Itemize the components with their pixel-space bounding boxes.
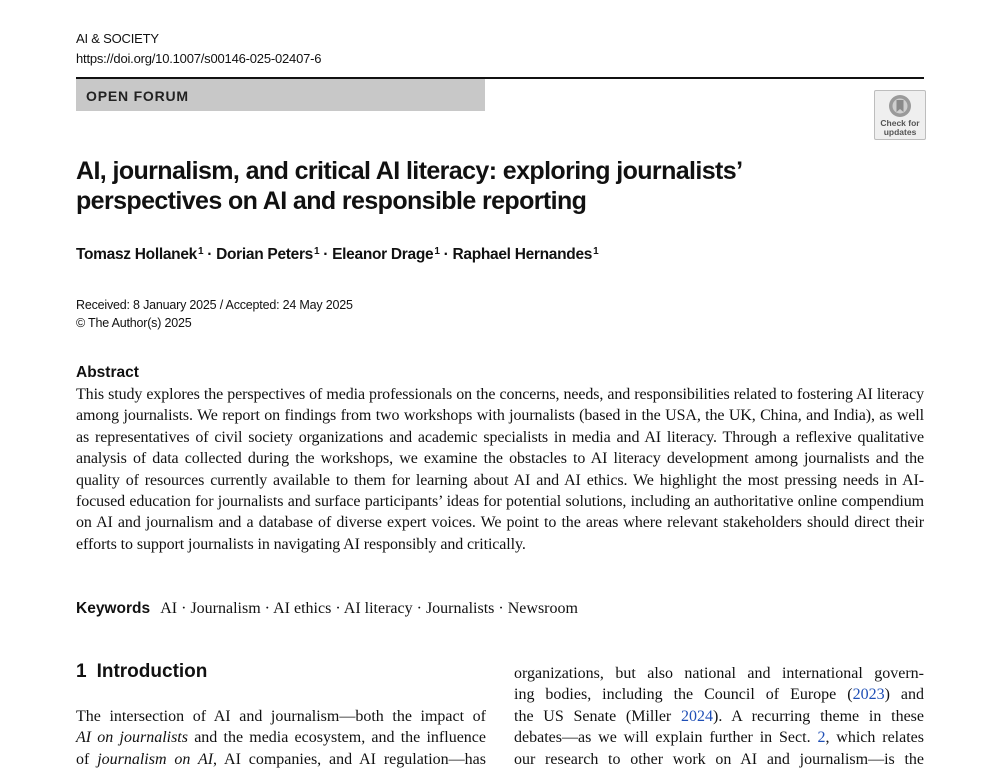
text-line bbox=[76, 727, 486, 748]
author-name[interactable]: Eleanor Drage bbox=[332, 246, 434, 263]
copyright-notice: © The Author(s) 2025 bbox=[76, 316, 192, 330]
author-name[interactable]: Tomasz Hollanek bbox=[76, 246, 197, 263]
author-list bbox=[76, 246, 598, 264]
received-accepted-dates: Received: 8 January 2025 / Accepted: 24 May 2025 bbox=[76, 298, 353, 312]
keyword: Newsroom bbox=[507, 600, 578, 617]
emphasis: journalism on AI bbox=[97, 750, 214, 768]
keyword-separator: · bbox=[412, 600, 426, 617]
affiliation-marker: 1 bbox=[593, 246, 599, 257]
keyword: Journalism bbox=[190, 600, 261, 617]
text-span: , which relates bbox=[825, 729, 924, 747]
article-title: AI, journalism, and critical AI literacy: exploring journalists’ perspectives on AI and responsible reporting bbox=[76, 157, 742, 215]
keyword: AI bbox=[160, 600, 178, 617]
body-column-left bbox=[76, 706, 486, 770]
keyword-separator: · bbox=[494, 600, 508, 617]
text-line: our research to other work on AI and journalism—is the bbox=[514, 750, 924, 768]
keyword: AI ethics bbox=[273, 600, 332, 617]
keyword-separator: · bbox=[177, 600, 191, 617]
section-banner bbox=[76, 79, 485, 111]
section-title: Introduction bbox=[96, 661, 208, 682]
citation-link[interactable]: 2024 bbox=[681, 707, 714, 725]
text-span: debates—as we will explain further in Sect. bbox=[514, 729, 818, 747]
section-label: OPEN FORUM bbox=[86, 88, 189, 104]
text-span: and the media ecosystem, and the influence bbox=[187, 729, 487, 747]
bookmark-icon bbox=[888, 94, 912, 118]
section-heading-introduction bbox=[76, 661, 207, 683]
keyword-separator: · bbox=[260, 600, 274, 617]
abstract-heading: Abstract bbox=[76, 364, 139, 381]
text-span: ing bodies, including the Council of Europe ( bbox=[514, 686, 853, 704]
author-separator: · bbox=[203, 246, 217, 263]
affiliation-marker: 1 bbox=[197, 246, 204, 257]
check-label-line1: Check for bbox=[880, 118, 920, 128]
affiliation-marker: 1 bbox=[314, 246, 320, 257]
author-separator: · bbox=[439, 246, 453, 263]
keyword-separator: · bbox=[331, 600, 344, 617]
check-for-updates-button[interactable] bbox=[874, 90, 926, 140]
section-number: 1 bbox=[76, 661, 87, 682]
text-line bbox=[514, 727, 924, 748]
citation-link[interactable]: 2023 bbox=[852, 686, 885, 704]
author-separator: · bbox=[319, 246, 333, 263]
text-span: the US Senate (Miller bbox=[514, 707, 682, 725]
keyword: Journalists bbox=[425, 600, 495, 617]
emphasis: AI on journalists bbox=[76, 729, 188, 747]
author-name[interactable]: Dorian Peters bbox=[216, 246, 313, 263]
text-span: , AI companies, and AI regulation—has bbox=[213, 750, 487, 768]
text-line bbox=[514, 684, 924, 705]
text-line: organizations, but also national and international govern- bbox=[514, 665, 924, 682]
text-span: of bbox=[76, 750, 98, 768]
affiliation-marker: 1 bbox=[434, 246, 440, 257]
abstract-text: This study explores the perspectives of media professionals on the concerns, needs, and responsibilities related to fostering AI literacy among journalists. We report on findings from two workshops with journalists (based in the USA, the UK, China, and India), as well as representatives of civil society organizations and academic specialists in media and AI literacy. Through a reflexive qualitative analysis of data collected during the workshops, we examine the obstacles to AI literacy development among journalists and the quality of resources currently available to them for learning about AI and AI ethics. We highlight the most pressing needs in AI-focused education for journalists and surface participants’ ideas for potential solutions, including an authoritative online compendium on AI and journalism and a database of diverse expert voices. We point to the areas where relevant stakeholders should direct their efforts to support journalists in navigating AI responsibly and critically. bbox=[76, 386, 924, 553]
journal-name: AI & SOCIETY bbox=[76, 31, 159, 46]
body-column-right bbox=[514, 663, 924, 770]
text-span: ) and bbox=[884, 686, 924, 704]
section-link[interactable]: 2 bbox=[817, 729, 826, 747]
text-span: ). A recurring theme in these bbox=[713, 707, 925, 725]
keywords-label: Keywords bbox=[76, 600, 151, 617]
doi-link[interactable]: https://doi.org/10.1007/s00146-025-02407-6 bbox=[76, 51, 322, 66]
author-name[interactable]: Raphael Hernandes bbox=[452, 246, 593, 263]
text-line bbox=[514, 706, 924, 727]
keyword: AI literacy bbox=[343, 600, 413, 617]
check-label-line2: updates bbox=[883, 127, 917, 137]
text-line: The intersection of AI and journalism—both the impact of bbox=[76, 708, 486, 725]
keywords-line bbox=[76, 600, 578, 618]
